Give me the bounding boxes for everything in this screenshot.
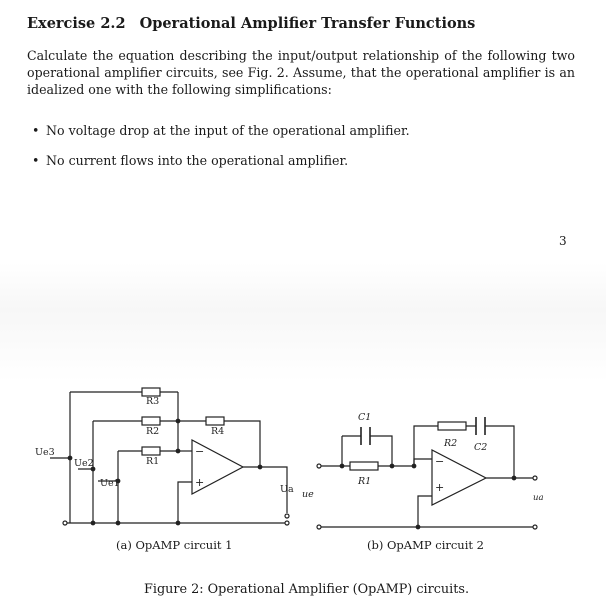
- opamp-a-minus: −: [195, 445, 205, 458]
- label-r2: R2: [146, 426, 160, 437]
- figure-caption-text: Figure 2: Operational Amplifier (OpAMP) circuits.: [143, 582, 470, 597]
- circuit-a: [50, 388, 289, 525]
- bullet-dot: •: [32, 153, 40, 168]
- resistor-r4: [206, 417, 224, 425]
- label-c1: C1: [358, 412, 372, 423]
- caption-circuit-a: (a) OpAMP circuit 1: [116, 538, 233, 552]
- figure-caption: [0, 582, 606, 597]
- resistor-r1-b: [350, 462, 378, 470]
- page-number: 3: [559, 234, 567, 248]
- resistor-r3: [142, 388, 160, 396]
- bullet-text: No voltage drop at the input of the operational amplifier.: [46, 123, 410, 138]
- bullet-text: No current flows into the operational amplifier.: [46, 153, 349, 168]
- circuit-b: [317, 417, 537, 529]
- resistor-r2: [142, 417, 160, 425]
- bullet-dot: •: [32, 123, 40, 138]
- opamp-b-minus: −: [435, 455, 445, 468]
- label-ue2: Ue2: [74, 458, 94, 469]
- label-r1: R1: [146, 456, 160, 467]
- caption-circuit-b: (b) OpAMP circuit 2: [367, 538, 484, 552]
- label-ue-a: ue: [302, 489, 314, 500]
- label-ue1: Ue1: [100, 478, 120, 489]
- label-ua-b: ua: [533, 493, 544, 503]
- exercise-paragraph: Calculate the equation describing the input/output relationship of the following two operational amplifier circuits, see Fig. 2. Assume, that the operational amplifier is an idealized one with the following simplifications:: [27, 48, 575, 97]
- resistor-r2-b: [438, 422, 466, 430]
- exercise-title: Operational Amplifier Transfer Functions: [139, 15, 476, 32]
- label-ua-a: Ua: [280, 484, 294, 495]
- label-r4: R4: [211, 426, 225, 437]
- label-r2-b: R2: [444, 438, 458, 449]
- opamp-a-plus: +: [195, 476, 205, 489]
- label-r1-b: R1: [358, 476, 372, 487]
- label-r3: R3: [146, 396, 160, 407]
- resistor-r1: [142, 447, 160, 455]
- exercise-number: Exercise 2.2: [27, 15, 126, 32]
- label-ue3: Ue3: [35, 447, 55, 458]
- opamp-b-plus: +: [435, 481, 445, 494]
- label-c2: C2: [474, 442, 488, 453]
